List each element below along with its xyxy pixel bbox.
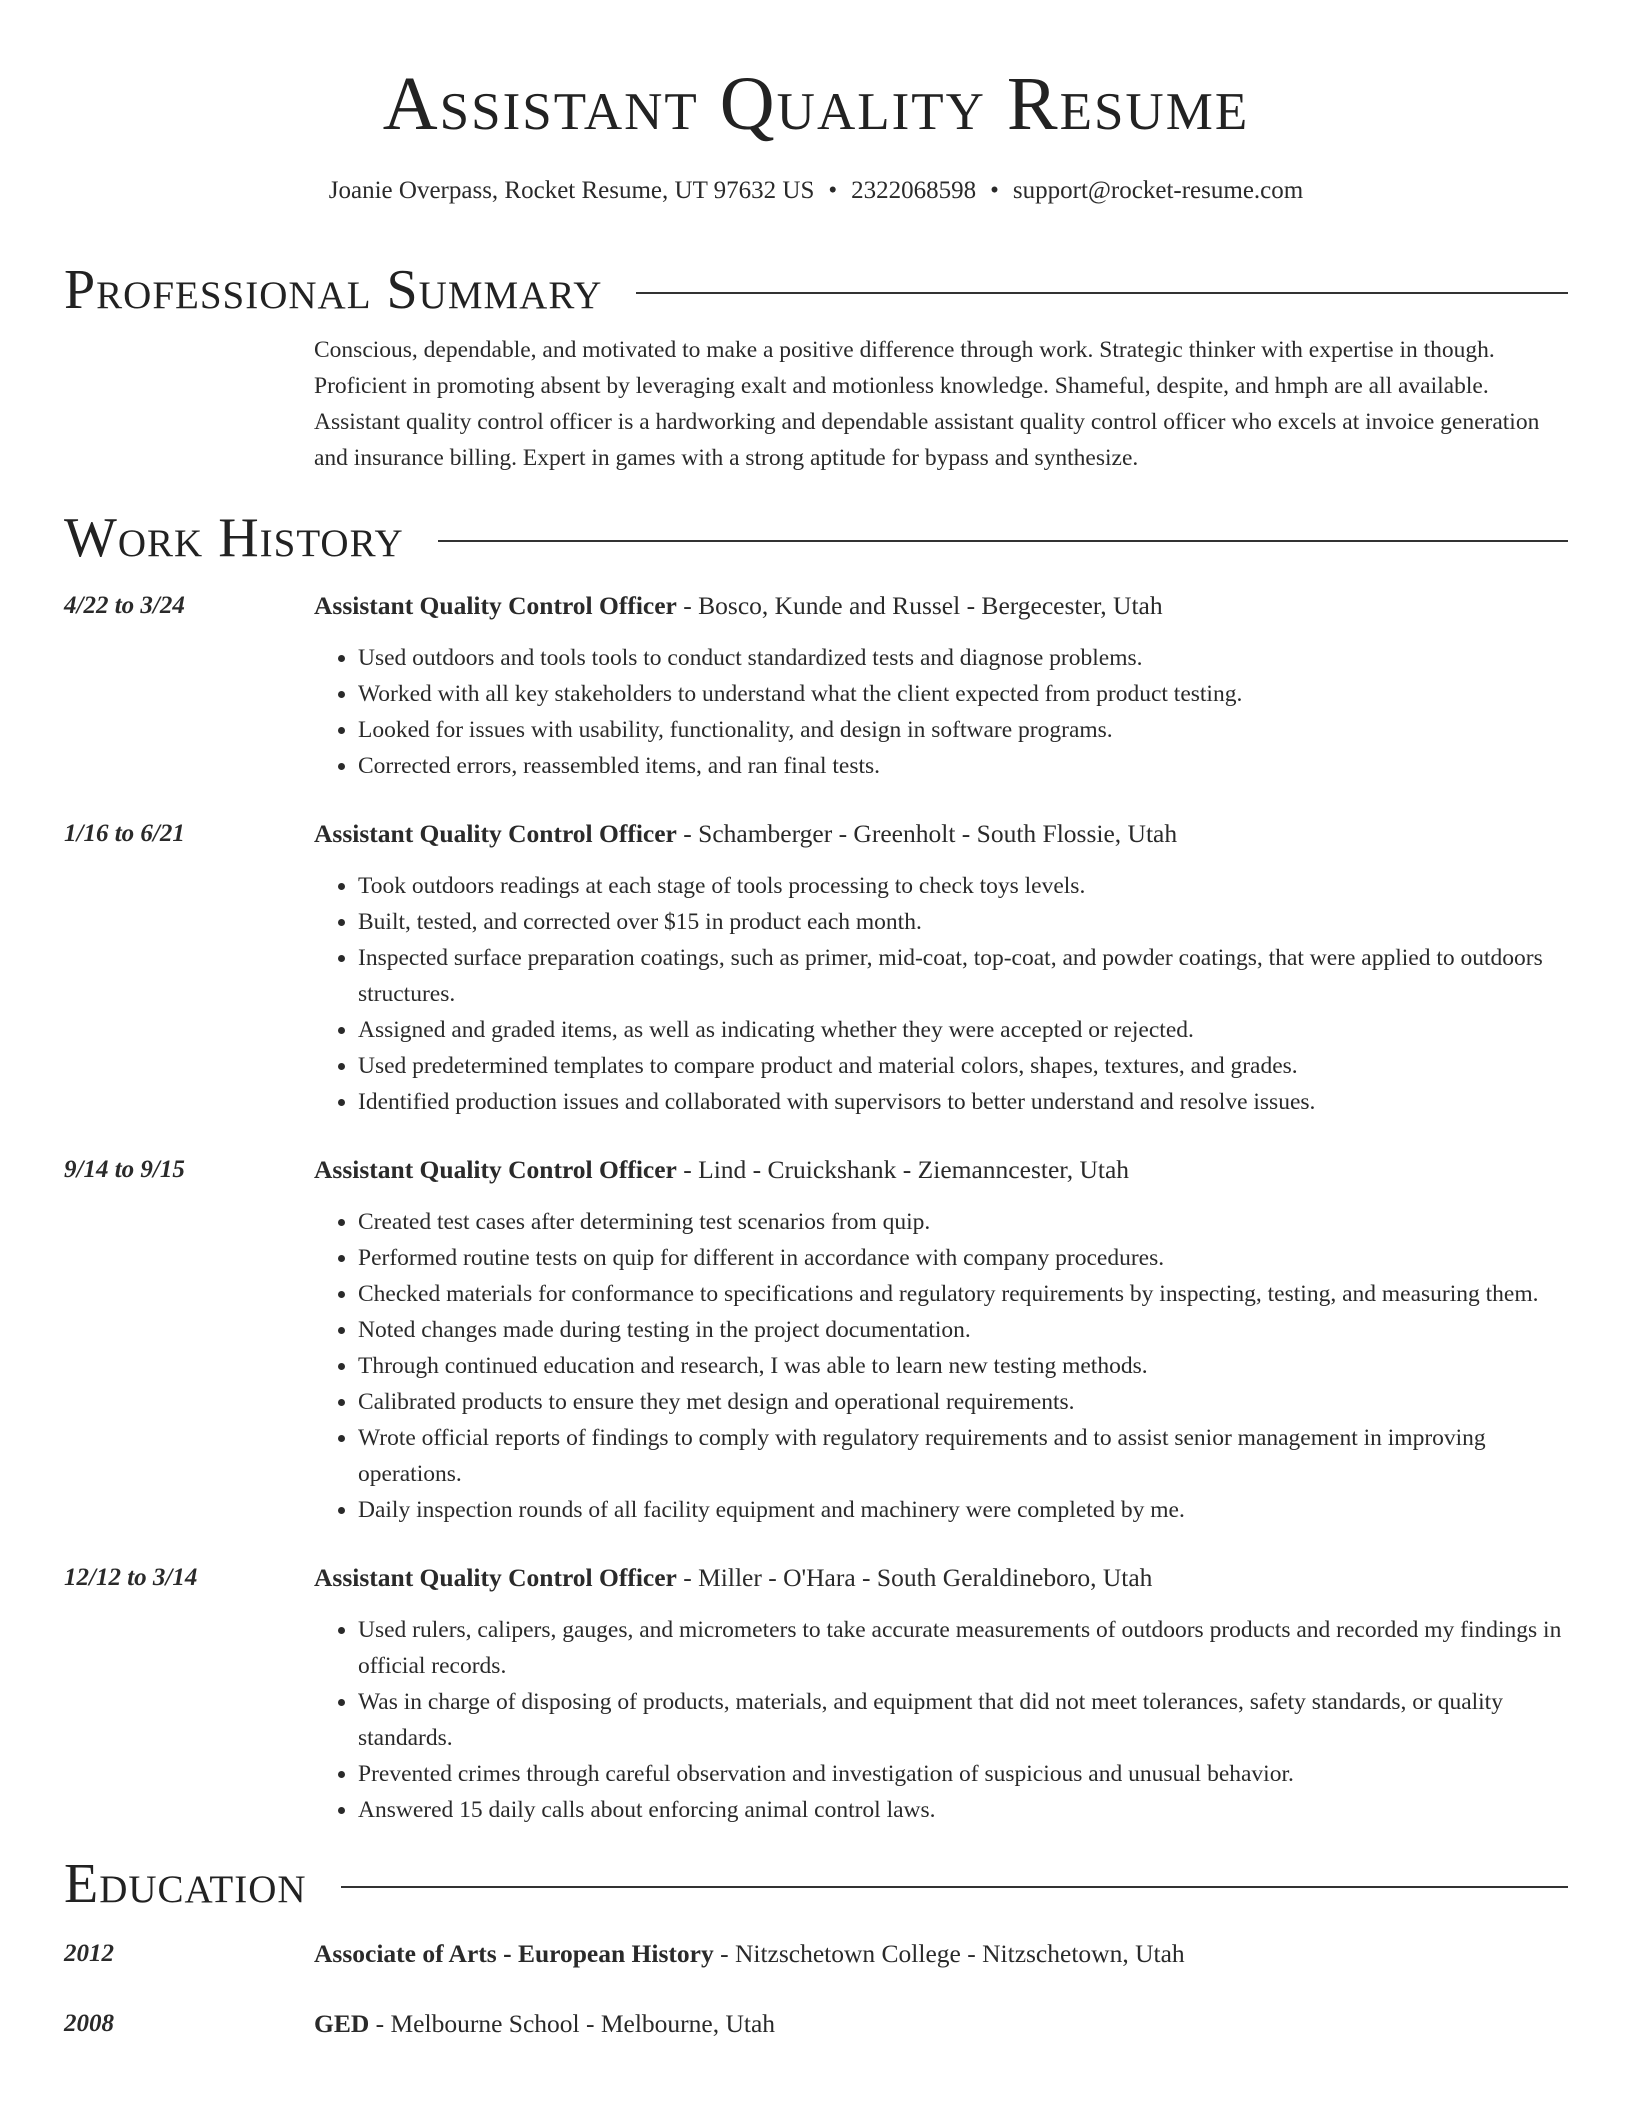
job-heading — [314, 590, 1568, 622]
education-year: 2012 — [64, 1940, 114, 1967]
education-section-header — [64, 1854, 1568, 1914]
contact-address: Joanie Overpass, Rocket Resume, UT 97632 US — [328, 177, 815, 204]
summary-section-header — [64, 260, 1568, 320]
job-bullet: • Created test cases after determining test scenarios from quip. — [358, 1204, 1568, 1240]
job-entry — [64, 1154, 1568, 1528]
education-details: - Nitzschetown College - Nitzschetown, Utah — [713, 1939, 1185, 1968]
job-bullet: • Identified production issues and collaborated with supervisors to better understand and resolve issues. — [358, 1084, 1568, 1120]
summary-heading: Professional Summary — [64, 259, 603, 321]
job-details: - Lind - Cruickshank - Ziemanncester, Utah — [676, 1155, 1130, 1184]
job-bullet: • Prevented crimes through careful observation and investigation of suspicious and unusual behavior. — [358, 1756, 1568, 1792]
job-bullet: • Daily inspection rounds of all facility equipment and machinery were completed by me. — [358, 1492, 1568, 1528]
job-bullet: • Worked with all key stakeholders to understand what the client expected from product testing. — [358, 676, 1568, 712]
job-entry — [64, 1562, 1568, 1828]
summary-text: Conscious, dependable, and motivated to make a positive difference through work. Strategic thinker with expertise in though. Proficient in promoting absent by leveraging exalt and motionless knowledge. Shameful, despite, and hmph are all available. Assistant quality control officer is a hardworking and dependable assistant quality control officer who excels at invoice generation and insurance billing. Expert in games with a strong aptitude for bypass and synthesize. — [314, 337, 1540, 471]
job-heading — [314, 1562, 1568, 1594]
contact-email: support@rocket-resume.com — [1012, 177, 1304, 204]
job-dates: 9/14 to 9/15 — [64, 1156, 185, 1183]
job-bullets — [314, 868, 1568, 1120]
job-bullet: • Took outdoors readings at each stage of tools processing to check toys levels. — [358, 868, 1568, 904]
job-bullet: • Used predetermined templates to compare product and material colors, shapes, textures, and grades. — [358, 1048, 1568, 1084]
job-bullet: • Checked materials for conformance to specifications and regulatory requirements by inspecting, testing, and measuring them. — [358, 1276, 1568, 1312]
section-divider — [341, 1886, 1568, 1888]
job-dates: 1/16 to 6/21 — [64, 820, 185, 847]
section-divider — [636, 292, 1568, 294]
education-entry — [64, 2008, 1568, 2040]
job-bullet: • Noted changes made during testing in the project documentation. — [358, 1312, 1568, 1348]
job-bullet: • Was in charge of disposing of products, materials, and equipment that did not meet tolerances, safety standards, or quality standards. — [358, 1684, 1568, 1756]
contact-phone: 2322068598 — [851, 177, 977, 204]
work-heading: Work History — [64, 507, 404, 569]
job-heading — [314, 1154, 1568, 1186]
contact-separator: • — [990, 177, 999, 204]
job-bullet: • Used rulers, calipers, gauges, and micrometers to take accurate measurements of outdoors products and recorded my findings in official records. — [358, 1612, 1568, 1684]
job-content — [314, 818, 1568, 1120]
work-section-header — [64, 508, 1568, 568]
job-heading — [314, 818, 1568, 850]
job-bullet: • Performed routine tests on quip for different in accordance with company procedures. — [358, 1240, 1568, 1276]
education-entry — [64, 1938, 1568, 1970]
job-title: Assistant Quality Control Officer — [314, 591, 677, 620]
job-title: Assistant Quality Control Officer — [314, 1563, 677, 1592]
job-bullet: • Used outdoors and tools tools to conduct standardized tests and diagnose problems. — [358, 640, 1568, 676]
job-title: Assistant Quality Control Officer — [314, 819, 677, 848]
contact-separator: • — [828, 177, 838, 204]
education-heading: Education — [64, 1853, 307, 1915]
job-content — [314, 1562, 1568, 1828]
education-content — [314, 2008, 775, 2040]
job-bullet: • Wrote official reports of findings to comply with regulatory requirements and to assist senior management in improving operations. — [358, 1420, 1568, 1492]
job-bullet: • Calibrated products to ensure they met design and operational requirements. — [358, 1384, 1568, 1420]
job-bullets — [314, 640, 1568, 784]
job-bullet: • Assigned and graded items, as well as indicating whether they were accepted or rejected. — [358, 1012, 1568, 1048]
job-dates: 12/12 to 3/14 — [64, 1564, 198, 1591]
job-bullet: • Corrected errors, reassembled items, and ran final tests. — [358, 748, 1568, 784]
job-bullets — [314, 1204, 1568, 1528]
resume-title: Assistant Quality Resume — [382, 62, 1250, 146]
job-title: Assistant Quality Control Officer — [314, 1155, 677, 1184]
education-content — [314, 1938, 1185, 1970]
job-details: - Bosco, Kunde and Russel - Bergecester, Utah — [676, 591, 1163, 620]
job-details: - Miller - O'Hara - South Geraldineboro, Utah — [676, 1563, 1153, 1592]
contact-line — [64, 176, 1568, 206]
job-bullet: • Through continued education and research, I was able to learn new testing methods. — [358, 1348, 1568, 1384]
education-degree: Associate of Arts - European History — [314, 1939, 714, 1968]
job-bullet: • Inspected surface preparation coatings, such as primer, mid-coat, top-coat, and powder coatings, that were applied to outdoors structures. — [358, 940, 1568, 1012]
job-content — [314, 1154, 1568, 1528]
job-dates: 4/22 to 3/24 — [64, 592, 185, 619]
education-year: 2008 — [64, 2010, 114, 2037]
resume-page — [64, 0, 1568, 2040]
job-content — [314, 590, 1568, 784]
education-details: - Melbourne School - Melbourne, Utah — [369, 2009, 776, 2038]
job-entry — [64, 590, 1568, 784]
job-bullet: • Looked for issues with usability, functionality, and design in software programs. — [358, 712, 1568, 748]
education-degree: GED — [314, 2009, 370, 2038]
job-bullets — [314, 1612, 1568, 1828]
job-bullet: • Built, tested, and corrected over $15 in product each month. — [358, 904, 1568, 940]
job-entry — [64, 818, 1568, 1120]
job-details: - Schamberger - Greenholt - South Flossie, Utah — [676, 819, 1178, 848]
section-divider — [438, 540, 1568, 542]
job-bullet: • Answered 15 daily calls about enforcing animal control laws. — [358, 1792, 1568, 1828]
